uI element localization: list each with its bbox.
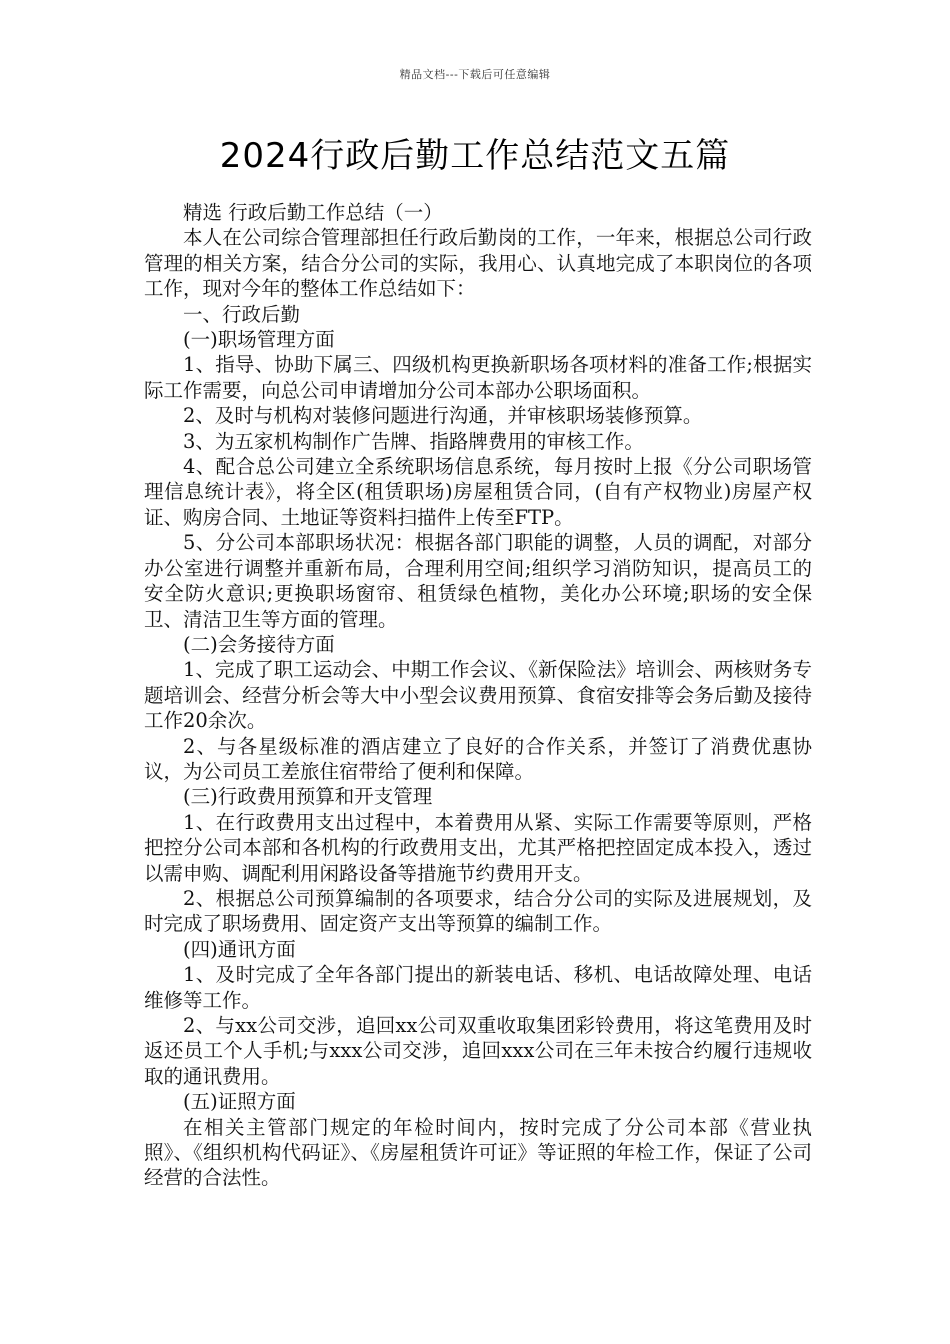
subsection-heading: (五)证照方面 [183,1090,296,1114]
paragraph: 2、根据总公司预算编制的各项要求，结合分公司的实际及进展规划，及时完成了职场费用、固定资产支出等预算的编制工作。 [144,886,812,936]
header-note: 精品文档---下载后可任意编辑 [399,68,551,81]
paragraph: 3、为五家机构制作广告牌、指路牌费用的审核工作。 [183,429,644,453]
paragraph: 2、与xx公司交涉，追回xx公司双重收取集团彩铃费用，将这笔费用及时返还员工个人手机;与xxx公司交涉，追回xxx公司在三年未按合约履行违规收取的通讯费用。 [144,1014,812,1088]
paragraph: 1、在行政费用支出过程中，本着费用从紧、实际工作需要等原则，严格把控分公司本部和各机构的行政费用支出，尤其严格把控固定成本投入，透过以需申购、调配利用闲路设备等措施节约费用开支。 [144,810,812,885]
subsection-heading: (三)行政费用预算和开支管理 [183,785,433,809]
document-title: 2024行政后勤工作总结范文五篇 [219,136,731,176]
paragraph: 1、完成了职工运动会、中期工作会议、《新保险法》培训会、两核财务专题培训会、经营分析会等大中小型会议费用预算、食宿安排等会务后勤及接待工作20余次。 [144,658,812,733]
paragraph: 2、及时与机构对装修问题进行沟通，并审核职场装修预算。 [183,404,703,428]
paragraph: 在相关主管部门规定的年检时间内，按时完成了分公司本部《营业执照》、《组织机构代码证》、《房屋租赁许可证》等证照的年检工作，保证了公司经营的合法性。 [144,1115,812,1190]
document-body [144,200,812,1191]
paragraph: 1、指导、协助下属三、四级机构更换新职场各项材料的准备工作;根据实际工作需要，向总公司申请增加分公司本部办公职场面积。 [144,353,812,402]
paragraph: 4、配合总公司建立全系统职场信息系统，每月按时上报《分公司职场管理信息统计表》，将全区(租赁职场)房屋租赁合同，(自有产权物业)房屋产权证、购房合同、土地证等资料扫描件上传至FTP。 [144,455,812,529]
subsection-heading: (四)通讯方面 [183,937,296,961]
paragraph: 5、分公司本部职场状况：根据各部门职能的调整，人员的调配，对部分办公室进行调整并重新布局，合理利用空间;组织学习消防知识，提高员工的安全防火意识;更换职场窗帘、租赁绿色植物，美化办公环境;职场的安全保卫、清洁卫生等方面的管理。 [144,531,812,631]
paragraph: 1、及时完成了全年各部门提出的新装电话、移机、电话故障处理、电话维修等工作。 [144,963,812,1012]
paragraph: 本人在公司综合管理部担任行政后勤岗的工作，一年来，根据总公司行政管理的相关方案，结合分公司的实际，我用心、认真地完成了本职岗位的各项工作，现对今年的整体工作总结如下： [144,226,812,301]
section-heading: 精选 行政后勤工作总结（一） [183,201,443,224]
paragraph: 2、与各星级标准的酒店建立了良好的合作关系，并签订了消费优惠协议，为公司员工差旅住宿带给了便利和保障。 [144,734,812,783]
subsection-heading: (二)会务接待方面 [183,632,335,656]
subsection-heading: (一)职场管理方面 [183,328,335,352]
section-heading: 一、行政后勤 [183,302,301,326]
